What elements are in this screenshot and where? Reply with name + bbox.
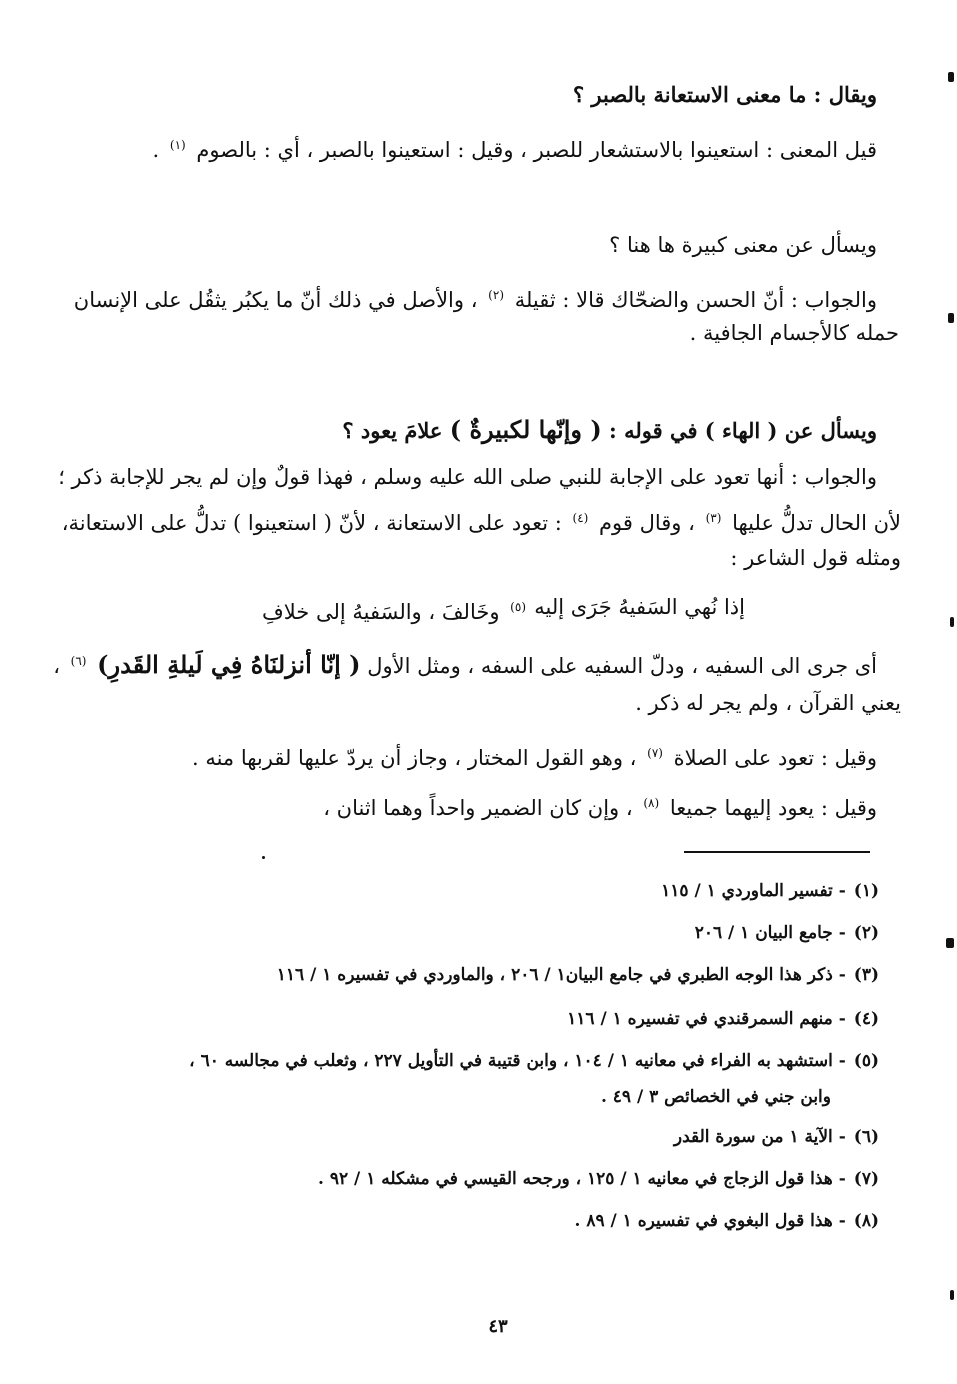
footnote-text: - هذا قول الزجاج في معانيه ١ / ١٢٥ ، ورجحه القيسي في مشكله ١ / ٩٢ . xyxy=(318,1169,846,1189)
footnote-6 xyxy=(674,1124,879,1150)
scan-mark xyxy=(946,938,954,948)
footnote-text: - استشهد به الفراء في معانيه ١ / ١٠٤ ، وابن قتيبة في التأويل ٢٢٧ ، وثعلب في مجالسه ٦٠ ، xyxy=(189,1051,846,1071)
scan-mark xyxy=(950,1290,954,1300)
answer-kabira-line-1 xyxy=(73,280,877,315)
footnote-number: (٧) xyxy=(853,1169,879,1189)
question-text: علامَ يعود ؟ xyxy=(342,418,443,443)
answer-text: ، وقال قوم xyxy=(599,511,695,535)
question-haa xyxy=(342,415,877,446)
answer-safih-line-2 xyxy=(635,688,901,718)
answer-text: ، والأصل في ذلك أنّ ما يكبُر يثقُل على الإنسان xyxy=(73,288,478,312)
footnote-separator xyxy=(684,851,870,853)
footnote-text: - ذكر هذا الوجه الطبري في جامع البيان١ / ٢٠٦ ، والماوردي في تفسيره ١ / ١١٦ xyxy=(276,965,846,985)
answer-salat xyxy=(192,738,877,773)
footnote-text: وابن جني في الخصائص ٣ / ٤٩ . xyxy=(600,1087,831,1107)
footnote-3 xyxy=(277,962,879,988)
footnote-number: (٤) xyxy=(853,1009,879,1029)
footnote-number: (٨) xyxy=(853,1211,879,1231)
answer-safih-line-1 xyxy=(53,646,877,681)
answer-kabira-line-2 xyxy=(690,318,899,348)
question-kabira xyxy=(609,230,877,260)
answer-text: والجواب : أنها تعود على الإجابة للنبي صلى الله عليه وسلم ، فهذا قولٌ وإن لم يجر للإجابة ذكر ؛ xyxy=(58,465,877,489)
quran-quote: ( إنّا أنزلنَاهُ فِي لَيلةِ القَدرِ) xyxy=(97,650,361,679)
answer-text: حمله كالأجسام الجافية . xyxy=(689,321,899,345)
footnote-5-continuation xyxy=(601,1084,831,1110)
footnote-7 xyxy=(318,1166,879,1192)
answer-both xyxy=(323,788,877,823)
quran-quote: ( وإنّها لكبيرةٌ ) xyxy=(449,415,602,444)
footnote-number: (٢) xyxy=(853,923,879,943)
verse-text: إذا نُهي السَفيهُ جَرَى إليه xyxy=(534,595,745,619)
footnote-1 xyxy=(661,878,879,904)
page-number: ٤٣ xyxy=(488,1316,508,1337)
footnote-ref[interactable]: (٨) xyxy=(643,796,660,810)
footnote-ref[interactable]: (٦) xyxy=(70,654,87,668)
question-text: ويسأل عن معنى كبيرة ها هنا ؟ xyxy=(609,233,877,257)
footnote-ref[interactable]: (٣) xyxy=(705,511,722,525)
question-text: ويقال : ما معنى الاستعانة بالصبر ؟ xyxy=(572,82,877,107)
answer-haa-line-1 xyxy=(58,462,877,492)
answer-text: وقيل : يعود إليهما جميعا xyxy=(669,796,877,820)
answer-text: ومثله قول الشاعر : xyxy=(730,546,901,570)
answer-text: والجواب : أنّ الحسن والضحّاك قالا : ثقيلة xyxy=(514,288,877,312)
answer-text: لأن الحال تدلُّ عليها xyxy=(732,511,901,535)
footnote-text: - الآية ١ من سورة القدر xyxy=(673,1127,846,1147)
verse-text: وخَالفَ ، والسَفيهُ إلى خلافِ xyxy=(262,600,500,624)
punctuation: . xyxy=(152,138,160,162)
answer-text: يعني القرآن ، ولم يجر له ذكر . xyxy=(635,691,901,715)
footnote-text: - تفسير الماوردي ١ / ١١٥ xyxy=(661,881,846,901)
footnote-4 xyxy=(567,1006,879,1032)
answer-patience xyxy=(153,130,877,165)
footnote-number: (٦) xyxy=(853,1127,879,1147)
punctuation: ، xyxy=(53,654,60,678)
footnote-text: - هذا قول البغوي في تفسيره ١ / ٨٩ . xyxy=(574,1211,846,1231)
answer-haa-line-2 xyxy=(61,503,901,538)
answer-text: وقيل : تعود على الصلاة xyxy=(673,746,877,770)
footnote-ref[interactable]: (٥) xyxy=(510,600,526,614)
scan-mark xyxy=(948,72,954,82)
footnote-text: - منهم السمرقندي في تفسيره ١ / ١١٦ xyxy=(567,1009,846,1029)
footnote-2 xyxy=(695,920,879,946)
footnote-5 xyxy=(189,1048,879,1074)
question-patience xyxy=(573,80,877,110)
answer-text: ، وإن كان الضمير واحداً وهما اثنان ، xyxy=(323,796,633,820)
answer-text: قيل المعنى : استعينوا بالاستشعار للصبر ، وقيل : استعينوا بالصبر ، أي : بالصوم xyxy=(196,138,877,162)
poem-hemistich-2 xyxy=(262,592,530,627)
footnote-number: (١) xyxy=(853,881,879,901)
footnote-ref[interactable]: (١) xyxy=(169,138,186,152)
answer-text: ، وهو القول المختار ، وجاز أن يردّ عليها لقربها منه . xyxy=(191,746,637,770)
footnote-ref[interactable]: (٤) xyxy=(572,511,589,525)
footnote-ref[interactable]: (٢) xyxy=(488,288,504,302)
scan-mark xyxy=(948,313,954,323)
footnote-text: - جامع البيان ١ / ٢٠٦ xyxy=(694,923,846,943)
scan-mark xyxy=(950,617,954,627)
footnote-number: (٣) xyxy=(853,965,879,985)
answer-text: أى جرى الى السفيه ، ودلّ السفيه على السفه ، ومثل الأول xyxy=(367,654,877,678)
answer-text: : تعود على الاستعانة ، لأنّ ( استعينوا ) تدلُّ على الاستعانة، xyxy=(61,511,562,535)
footnote-number: (٥) xyxy=(853,1051,879,1071)
poem-hemistich-1 xyxy=(534,592,745,622)
scan-speck xyxy=(262,856,265,859)
footnote-ref[interactable]: (٧) xyxy=(647,746,663,760)
question-text: ويسأل عن ( الهاء ) في قوله : xyxy=(609,418,877,443)
answer-haa-line-3 xyxy=(730,543,901,573)
footnote-8 xyxy=(574,1208,879,1234)
